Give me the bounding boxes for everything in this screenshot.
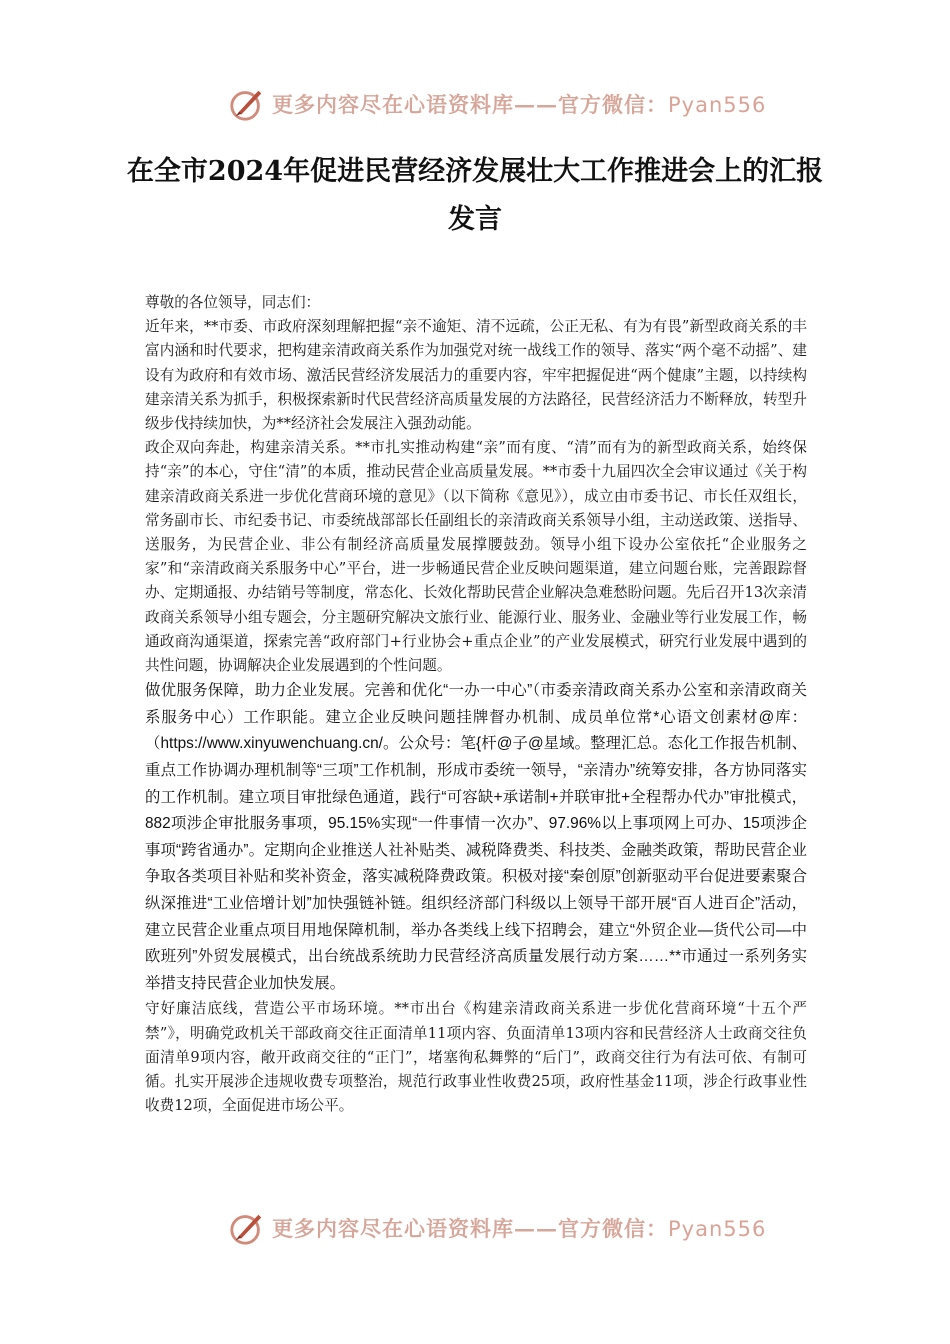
- quill-logo-icon: [228, 1209, 266, 1247]
- document-body: [145, 291, 807, 1118]
- header-banner: [228, 84, 767, 124]
- salutation: 尊敬的各位领导，同志们：: [145, 294, 321, 311]
- banner-slogan: 更多内容尽在心语资料库——官方微信：: [272, 1216, 668, 1241]
- quill-logo-icon: [228, 85, 266, 123]
- paragraph-2: 政企双向奔赴，构建亲清关系。**市扎实推动构建“亲”而有度、“清”而有为的新型政商关系，始终保持“亲”的本心，守住“清”的本质，推动民营企业高质量发展。**市委十九届四次全会审议通过《关于构建亲清政商关系进一步优化营商环境的意见》（以下简称《意见》），成立由市委书记、市长任双组长，常务副市长、市纪委书记、市委统战部部长任副组长的亲清政商关系领导小组，主动送政策、送指导、送服务，为民营企业、非公有制经济高质量发展撑腰鼓劲。领导小组下设办公室依托“企业服务之家”和“亲清政商关系服务中心”平台，进一步畅通民营企业反映问题渠道，建立问题台账，完善跟踪督办、定期通报、办结销号等制度，常态化、长效化帮助民营企业解决急难愁盼问题。先后召开13次亲清政商关系领导小组专题会，分主题研究解决文旅行业、能源行业、服务业、金融业等行业发展工作，畅通政商沟通渠道，探索完善“政府部门+行业协会+重点企业”的产业发展模式，研究行业发展中遇到的共性问题，协调解决企业发展遇到的个性问题。: [145, 439, 807, 675]
- footer-banner: [228, 1208, 767, 1248]
- paragraph-1: 近年来，**市委、市政府深刻理解把握“亲不逾矩、清不远疏，公正无私、有为有畏”新型政商关系的丰富内涵和时代要求，把构建亲清政商关系作为加强党对统一战线工作的领导、落实“两个毫不动摇”、建设有为政府和有效市场、激活民营经济发展活力的重要内容，牢牢把握促进“两个健康”主题，以持续构建亲清关系为抓手，积极探索新时代民营经济高质量发展的方法路径，民营经济活力不断释放，转型升级步伐持续加快，为**经济社会发展注入强劲动能。: [145, 318, 807, 433]
- banner-wechat-id: Pyan556: [668, 1217, 767, 1241]
- banner-text: [272, 89, 766, 119]
- banner-text: [272, 1213, 766, 1243]
- paragraph-4: 守好廉洁底线，营造公平市场环境。**市出台《构建亲清政商关系进一步优化营商环境“十五个严禁”》，明确党政机关干部政商交往正面清单11项内容、负面清单13项内容和民营经济人士政商交往负面清单9项内容，敞开政商交往的“正门”，堵塞徇私舞弊的“后门”，政商交往行为有法可依、有制可循。扎实开展涉企违规收费专项整治，规范行政事业性收费25项，政府性基金11项，涉企行政事业性收费12项，全面促进市场公平。: [145, 1000, 807, 1115]
- banner-wechat-id: Pyan556: [668, 93, 767, 117]
- paragraph-3: 做优服务保障，助力企业发展。完善和优化“一办一中心”（市委亲清政商关系办公室和亲清政商关系服务中心）工作职能。建立企业反映问题挂牌督办机制、成员单位常*心语文创素材@库：（https://www.xinyuwenchuang.cn/。公众号：笔{杆@子@星域。整理汇总。态化工作报告机制、重点工作协调办理机制等“三项”工作机制，形成市委统一领导，“亲清办”统筹安排，各方协同落实的工作机制。建立项目审批绿色通道，践行“可容缺+承诺制+并联审批+全程帮办代办”审批模式，882项涉企审批服务事项，95.15%实现“一件事情一次办”、97.96%以上事项网上可办、15项涉企事项“跨省通办”。定期向企业推送人社补贴类、减税降费类、科技类、金融类政策，帮助民营企业争取各类项目补贴和奖补资金，落实减税降费政策。积极对接“秦创原”创新驱动平台促进要素聚合纵深推进“工业倍增计划”加快强链补链。组织经济部门科级以上领导干部开展“百人进百企”活动，建立民营企业重点项目用地保障机制，举办各类线上线下招聘会，建立“外贸企业—货代公司—中欧班列”外贸发展模式，出台统战系统助力民营经济高质量发展行动方案……**市通过一系列务实举措支持民营企业加快发展。: [145, 682, 807, 992]
- banner-slogan: 更多内容尽在心语资料库——官方微信：: [272, 92, 668, 117]
- document-title: 在全市2024年促进民营经济发展壮大工作推进会上的汇报发言: [126, 156, 824, 235]
